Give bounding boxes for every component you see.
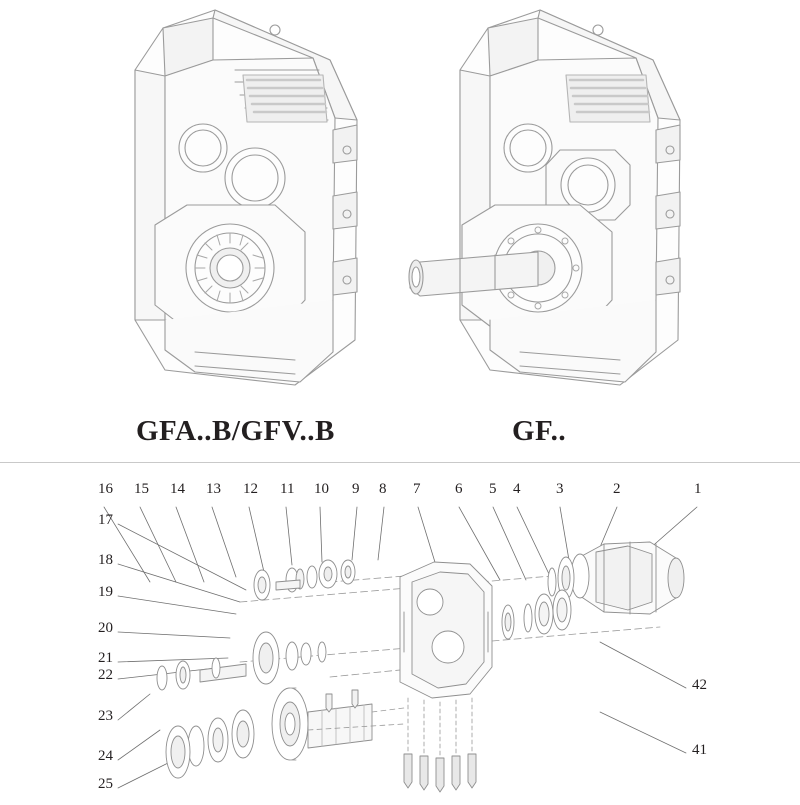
- callout-number: 22: [98, 667, 113, 683]
- callout-number: 1: [694, 481, 702, 497]
- callout-number: 12: [243, 481, 258, 497]
- exploded-assembly-diagram: [0, 462, 800, 800]
- callout-number: 3: [556, 481, 564, 497]
- callout-number: 21: [98, 650, 113, 666]
- callout-number: 7: [413, 481, 421, 497]
- callout-number: 19: [98, 584, 113, 600]
- callout-number: 13: [206, 481, 221, 497]
- callout-number: 42: [692, 677, 707, 693]
- callout-number: 20: [98, 620, 113, 636]
- callout-number: 5: [489, 481, 497, 497]
- callout-number: 4: [513, 481, 521, 497]
- callout-number: 25: [98, 776, 113, 792]
- callout-number: 15: [134, 481, 149, 497]
- callout-number: 16: [98, 481, 113, 497]
- callout-number: 23: [98, 708, 113, 724]
- callout-number: 10: [314, 481, 329, 497]
- callout-number: 41: [692, 742, 707, 758]
- callout-number: 9: [352, 481, 360, 497]
- callout-number: 14: [170, 481, 185, 497]
- callout-number: 24: [98, 748, 113, 764]
- gearbox-figure-gfab-gfvb: [95, 0, 395, 405]
- callout-number: 2: [613, 481, 621, 497]
- callout-number: 6: [455, 481, 463, 497]
- callout-number: 18: [98, 552, 113, 568]
- callout-number: 17: [98, 512, 113, 528]
- figure-caption-right: GF..: [512, 415, 567, 447]
- gearbox-figure-gf: [400, 0, 700, 405]
- figure-caption-left: GFA..B/GFV..B: [136, 415, 335, 447]
- callout-number: 11: [280, 481, 295, 497]
- callout-number: 8: [379, 481, 387, 497]
